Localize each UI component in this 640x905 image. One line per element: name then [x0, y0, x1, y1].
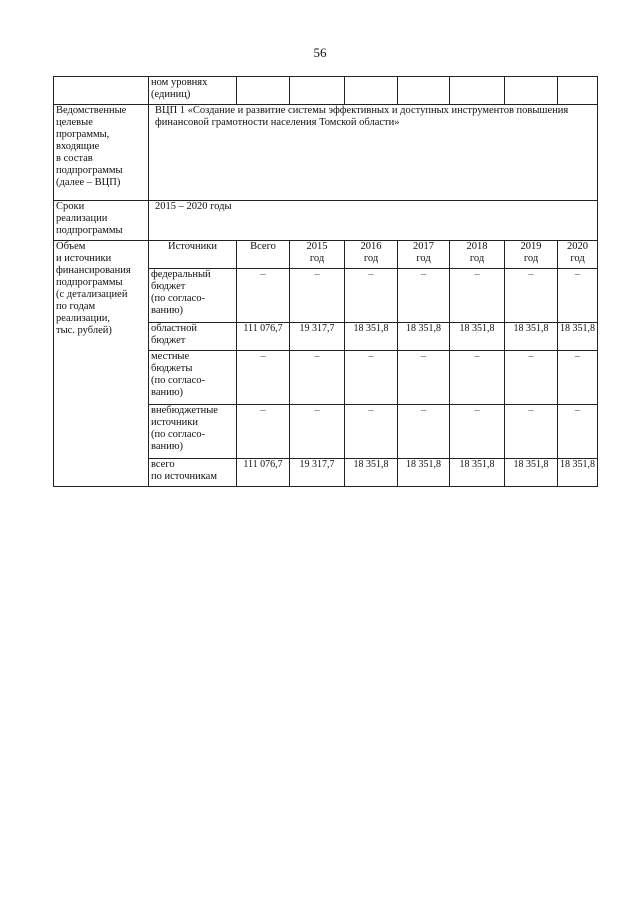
empty-cell [237, 77, 290, 105]
financing-header-row [54, 241, 598, 269]
vcp-label: Ведомственные целевые программы, входящие в состав подпрограммы (далее – ВЦП) [54, 105, 149, 201]
value-cell: – [345, 269, 398, 323]
value-cell: – [450, 351, 505, 405]
value-cell: 18 351,8 [505, 323, 558, 351]
value-cell: 18 351,8 [398, 323, 450, 351]
source-regional: областной бюджет [149, 323, 237, 351]
header-year-2020: 2020 год [558, 241, 598, 269]
continuation-label-cell [54, 77, 149, 105]
financing-label: Объем и источники финансирования подпрограммы (с детализацией по годам реализации, тыс. рублей) [54, 241, 149, 487]
value-cell: – [237, 351, 290, 405]
vcp-value: ВЦП 1 «Создание и развитие системы эффективных и доступных инструментов повышения финансовой грамотности населения Томской области» [149, 105, 598, 201]
value-cell: – [398, 351, 450, 405]
value-cell: – [450, 269, 505, 323]
value-cell: – [237, 405, 290, 459]
value-cell: – [345, 405, 398, 459]
value-cell: – [505, 269, 558, 323]
value-cell: 19 317,7 [290, 323, 345, 351]
header-total: Всего [237, 241, 290, 269]
value-cell: 111 076,7 [237, 323, 290, 351]
continuation-row [54, 77, 598, 105]
value-cell: 18 351,8 [558, 459, 598, 487]
value-cell: – [345, 351, 398, 405]
empty-cell [450, 77, 505, 105]
value-cell: 18 351,8 [558, 323, 598, 351]
value-cell: 18 351,8 [345, 459, 398, 487]
source-offbudget: внебюджетные источники (по согласо- ванию) [149, 405, 237, 459]
continuation-text: ном уровнях (единиц) [149, 77, 237, 105]
empty-cell [345, 77, 398, 105]
value-cell: – [237, 269, 290, 323]
value-cell: 18 351,8 [450, 459, 505, 487]
value-cell: – [558, 269, 598, 323]
value-cell: – [398, 405, 450, 459]
value-cell: 19 317,7 [290, 459, 345, 487]
empty-cell [290, 77, 345, 105]
header-year-2018: 2018 год [450, 241, 505, 269]
header-year-2019: 2019 год [505, 241, 558, 269]
header-year-2016: 2016 год [345, 241, 398, 269]
value-cell: 18 351,8 [345, 323, 398, 351]
empty-cell [558, 77, 598, 105]
terms-row [54, 201, 598, 241]
value-cell: – [290, 351, 345, 405]
terms-label: Сроки реализации подпрограммы [54, 201, 149, 241]
value-cell: 18 351,8 [505, 459, 558, 487]
terms-value: 2015 – 2020 годы [149, 201, 598, 241]
empty-cell [398, 77, 450, 105]
value-cell: 18 351,8 [450, 323, 505, 351]
header-year-2017: 2017 год [398, 241, 450, 269]
value-cell: – [398, 269, 450, 323]
subprogram-passport-table [53, 76, 598, 487]
value-cell: – [290, 269, 345, 323]
value-cell: – [450, 405, 505, 459]
value-cell: 111 076,7 [237, 459, 290, 487]
value-cell: – [505, 351, 558, 405]
source-total: всего по источникам [149, 459, 237, 487]
source-local: местные бюджеты (по согласо- ванию) [149, 351, 237, 405]
vcp-row [54, 105, 598, 201]
page-number: 56 [313, 45, 327, 60]
empty-cell [505, 77, 558, 105]
value-cell: – [290, 405, 345, 459]
header-sources: Источники [149, 241, 237, 269]
value-cell: – [558, 351, 598, 405]
source-federal: федеральный бюджет (по согласо- ванию) [149, 269, 237, 323]
value-cell: 18 351,8 [398, 459, 450, 487]
value-cell: – [505, 405, 558, 459]
header-year-2015: 2015 год [290, 241, 345, 269]
value-cell: – [558, 405, 598, 459]
